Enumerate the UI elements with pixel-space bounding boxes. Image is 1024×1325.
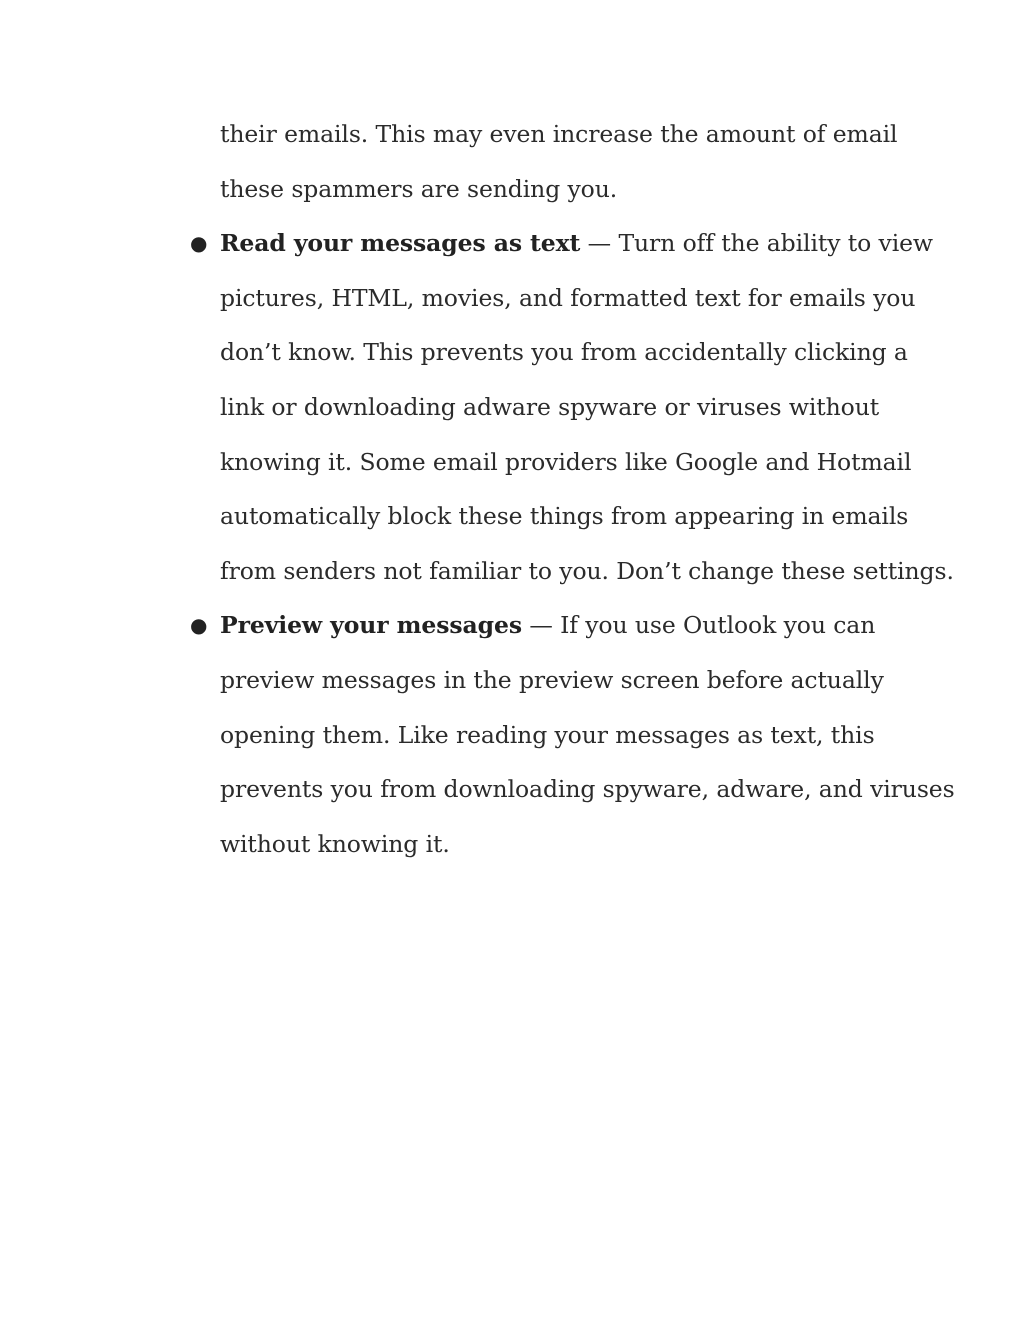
intro-line: their emails. This may even increase the amount of email — [220, 120, 898, 148]
list-item-line: link or downloading adware spyware or viruses without — [220, 392, 880, 421]
list-item-text: — Turn off the ability to view — [580, 229, 933, 258]
list-item-line: don’t know. This prevents you from accidentally clicking a — [220, 338, 908, 367]
document-body — [220, 107, 955, 871]
list-item-line: knowing it. Some email providers like Google and Hotmail — [220, 447, 912, 476]
list-item-line: pictures, HTML, movies, and formatted text for emails you — [220, 283, 916, 312]
list-item-title: Read your messages as text — [220, 229, 581, 258]
list-item-title: Preview your messages — [220, 611, 522, 640]
bullet-dot-icon — [190, 598, 207, 653]
list-item-text: — If you use Outlook you can — [521, 611, 876, 640]
intro-paragraph — [220, 107, 920, 216]
list-item-preview-messages — [220, 598, 955, 871]
list-item-first-line — [220, 598, 920, 653]
list-item-line: automatically block these things from appearing in emails — [220, 502, 909, 531]
intro-line: these spammers are sending you. — [220, 174, 618, 203]
list-item-line: from senders not familiar to you. Don’t change these settings. — [220, 556, 954, 585]
list-item-line: prevents you from downloading spyware, adware, and viruses — [220, 775, 955, 804]
list-item-line: opening them. Like reading your messages as text, this — [220, 720, 875, 749]
list-item-line: preview messages in the preview screen before actually — [220, 665, 884, 694]
bullet-dot-icon — [190, 216, 207, 271]
list-item-first-line — [220, 216, 933, 271]
list-item-read-as-text — [220, 216, 954, 598]
tips-list — [220, 216, 955, 871]
list-item-line: without knowing it. — [220, 829, 450, 858]
